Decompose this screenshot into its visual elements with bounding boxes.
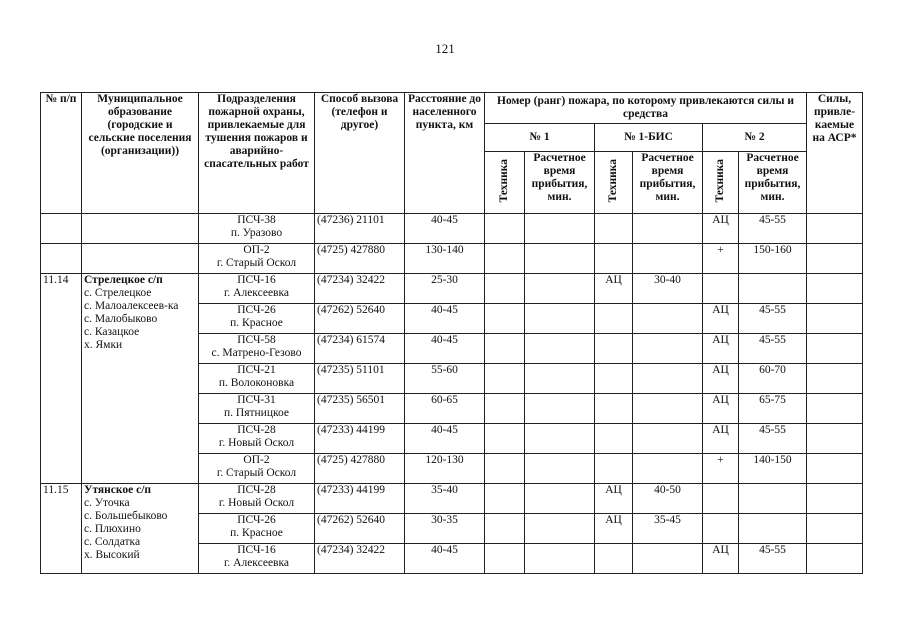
rank1-tech-cell — [485, 484, 525, 514]
header-units: Подразделения пожарной охраны, привлекаемые для тушения пожаров и аварийно-спасательных работ — [199, 93, 315, 214]
header-rank-1bis: № 1-БИС — [595, 124, 703, 152]
rank2-tech-cell — [703, 514, 739, 544]
rank1-tech-cell — [485, 364, 525, 394]
distance-cell: 40-45 — [405, 544, 485, 574]
header-tech-1bis-label: Техника — [607, 158, 619, 203]
municipality-cell — [82, 214, 199, 244]
group-number-cell: 11.15 — [41, 484, 82, 574]
rank2-time-cell — [739, 514, 807, 544]
unit-cell — [199, 424, 315, 454]
rank1-time-cell — [525, 514, 595, 544]
unit-name: ПСЧ-26 — [237, 514, 276, 526]
header-tech-2 — [703, 152, 739, 214]
rank1-tech-cell — [485, 214, 525, 244]
settlement-name: х. Высокий — [84, 549, 140, 561]
rank2-time-cell: 45-55 — [739, 214, 807, 244]
rank1bis-tech-cell: АЦ — [595, 274, 633, 304]
rank2-tech-cell — [703, 484, 739, 514]
unit-name: ПСЧ-31 — [237, 394, 276, 406]
rank1bis-time-cell — [633, 364, 703, 394]
rank1bis-tech-cell: АЦ — [595, 514, 633, 544]
distance-cell: 60-65 — [405, 394, 485, 424]
asr-cell — [807, 454, 863, 484]
phone-cell: (47235) 56501 — [315, 394, 405, 424]
table-row — [41, 484, 863, 514]
asr-cell — [807, 274, 863, 304]
unit-place: п. Пятницкое — [224, 407, 289, 419]
rank1-time-cell — [525, 214, 595, 244]
unit-cell — [199, 244, 315, 274]
rank2-time-cell: 45-55 — [739, 544, 807, 574]
header-time-2: Расчетное время прибытия, мин. — [739, 152, 807, 214]
header-time-1bis: Расчетное время прибытия, мин. — [633, 152, 703, 214]
header-tech-1 — [485, 152, 525, 214]
settlement-name: х. Ямки — [84, 339, 123, 351]
fire-forces-table — [40, 92, 863, 574]
rank1-time-cell — [525, 334, 595, 364]
header-rank-group: Номер (ранг) пожара, по которому привлекаются силы и средства — [485, 93, 807, 124]
unit-cell — [199, 544, 315, 574]
rank1-time-cell — [525, 544, 595, 574]
phone-cell: (47234) 61574 — [315, 334, 405, 364]
num-cell — [41, 214, 82, 244]
rank2-tech-cell — [703, 274, 739, 304]
rank1-time-cell — [525, 394, 595, 424]
rank1bis-tech-cell — [595, 364, 633, 394]
rank1bis-tech-cell: АЦ — [595, 484, 633, 514]
header-municipality: Муниципальное образование (городские и сельские поселения (организации)) — [82, 93, 199, 214]
rank1bis-tech-cell — [595, 304, 633, 334]
settlement-name: с. Стрелецкое — [84, 287, 152, 299]
rank1-tech-cell — [485, 304, 525, 334]
phone-cell: (47234) 32422 — [315, 274, 405, 304]
rank1-time-cell — [525, 364, 595, 394]
rank2-tech-cell: АЦ — [703, 214, 739, 244]
unit-cell — [199, 334, 315, 364]
settlement-name: с. Плюхино — [84, 523, 141, 535]
distance-cell: 55-60 — [405, 364, 485, 394]
municipality-name: Утянское с/п — [84, 484, 152, 496]
group-number-cell: 11.14 — [41, 274, 82, 484]
asr-cell — [807, 484, 863, 514]
asr-cell — [807, 514, 863, 544]
rank1-tech-cell — [485, 424, 525, 454]
rank1bis-time-cell — [633, 244, 703, 274]
unit-cell — [199, 394, 315, 424]
rank1bis-time-cell — [633, 214, 703, 244]
unit-name: ПСЧ-38 — [237, 214, 276, 226]
unit-name: ПСЧ-28 — [237, 484, 276, 496]
table-row — [41, 214, 863, 244]
unit-name: ПСЧ-16 — [237, 274, 276, 286]
unit-place: г. Старый Оскол — [216, 467, 297, 479]
rank1bis-tech-cell — [595, 454, 633, 484]
distance-cell: 40-45 — [405, 304, 485, 334]
municipality-name: Стрелецкое с/п — [84, 274, 163, 286]
rank2-tech-cell: АЦ — [703, 424, 739, 454]
unit-cell — [199, 454, 315, 484]
header-time-1: Расчетное время прибытия, мин. — [525, 152, 595, 214]
settlement-name: с. Малобыково — [84, 313, 158, 325]
rank1bis-time-cell — [633, 544, 703, 574]
settlement-name: с. Солдатка — [84, 536, 141, 548]
header-num: № п/п — [41, 93, 82, 214]
rank1-time-cell — [525, 244, 595, 274]
rank1bis-time-cell — [633, 304, 703, 334]
unit-place: п. Красное — [230, 317, 283, 329]
rank2-time-cell: 45-55 — [739, 304, 807, 334]
asr-cell — [807, 334, 863, 364]
settlement-name: с. Казацкое — [84, 326, 140, 338]
phone-cell: (47234) 32422 — [315, 544, 405, 574]
unit-cell — [199, 304, 315, 334]
rank1-time-cell — [525, 484, 595, 514]
rank1-time-cell — [525, 424, 595, 454]
unit-name: ПСЧ-16 — [237, 544, 276, 556]
unit-place: с. Матрено-Гезово — [211, 347, 302, 359]
asr-cell — [807, 424, 863, 454]
rank1-tech-cell — [485, 274, 525, 304]
rank1-tech-cell — [485, 394, 525, 424]
distance-cell: 40-45 — [405, 214, 485, 244]
asr-cell — [807, 244, 863, 274]
distance-cell: 30-35 — [405, 514, 485, 544]
header-rank-1: № 1 — [485, 124, 595, 152]
phone-cell: (47233) 44199 — [315, 424, 405, 454]
rank2-tech-cell: АЦ — [703, 394, 739, 424]
municipality-cell — [82, 244, 199, 274]
header-tech-1-label: Техника — [498, 158, 510, 203]
rank1-time-cell — [525, 454, 595, 484]
rank1bis-time-cell — [633, 424, 703, 454]
unit-place: г. Новый Оскол — [218, 497, 295, 509]
asr-cell — [807, 304, 863, 334]
unit-name: ПСЧ-26 — [237, 304, 276, 316]
rank1-time-cell — [525, 304, 595, 334]
rank2-tech-cell: + — [703, 244, 739, 274]
distance-cell: 25-30 — [405, 274, 485, 304]
asr-cell — [807, 544, 863, 574]
table-row — [41, 274, 863, 304]
rank2-tech-cell: АЦ — [703, 364, 739, 394]
distance-cell: 130-140 — [405, 244, 485, 274]
rank1-tech-cell — [485, 244, 525, 274]
phone-cell: (47262) 52640 — [315, 514, 405, 544]
distance-cell: 35-40 — [405, 484, 485, 514]
phone-cell: (47262) 52640 — [315, 304, 405, 334]
phone-cell: (47233) 44199 — [315, 484, 405, 514]
rank2-tech-cell: АЦ — [703, 304, 739, 334]
rank2-tech-cell: + — [703, 454, 739, 484]
municipality-cell — [82, 484, 199, 574]
unit-name: ПСЧ-58 — [237, 334, 276, 346]
unit-place: п. Уразово — [230, 227, 283, 239]
table-body — [41, 214, 863, 574]
header-call-method: Способ вызова (телефон и другое) — [315, 93, 405, 214]
phone-cell: (4725) 427880 — [315, 454, 405, 484]
unit-place: п. Волоконовка — [218, 377, 295, 389]
asr-cell — [807, 394, 863, 424]
unit-name: ПСЧ-28 — [237, 424, 276, 436]
rank1bis-tech-cell — [595, 244, 633, 274]
rank1-time-cell — [525, 274, 595, 304]
rank2-time-cell: 45-55 — [739, 424, 807, 454]
rank1bis-time-cell: 30-40 — [633, 274, 703, 304]
distance-cell: 40-45 — [405, 334, 485, 364]
page-number: 121 — [435, 41, 455, 56]
asr-cell — [807, 214, 863, 244]
header-tech-1bis — [595, 152, 633, 214]
unit-cell — [199, 514, 315, 544]
unit-place: г. Алексеевка — [223, 557, 290, 569]
unit-cell — [199, 364, 315, 394]
distance-cell: 120-130 — [405, 454, 485, 484]
rank2-time-cell: 65-75 — [739, 394, 807, 424]
rank2-time-cell: 60-70 — [739, 364, 807, 394]
rank2-time-cell: 150-160 — [739, 244, 807, 274]
rank2-tech-cell: АЦ — [703, 544, 739, 574]
unit-place: г. Старый Оскол — [216, 257, 297, 269]
rank1bis-time-cell — [633, 394, 703, 424]
unit-place: п. Красное — [230, 527, 283, 539]
rank2-tech-cell: АЦ — [703, 334, 739, 364]
rank1bis-time-cell: 35-45 — [633, 514, 703, 544]
rank1bis-tech-cell — [595, 394, 633, 424]
rank1bis-time-cell — [633, 454, 703, 484]
unit-place: г. Новый Оскол — [218, 437, 295, 449]
settlement-name: с. Малоалексеев-ка — [84, 300, 179, 312]
header-asr: Силы, привле-каемые на АСР* — [807, 93, 863, 214]
unit-name: ОП-2 — [243, 454, 270, 466]
rank1bis-tech-cell — [595, 334, 633, 364]
table-row — [41, 244, 863, 274]
rank2-time-cell: 140-150 — [739, 454, 807, 484]
header-tech-2-label: Техника — [714, 158, 726, 203]
rank1bis-tech-cell — [595, 214, 633, 244]
unit-name: ОП-2 — [243, 244, 270, 256]
municipality-cell — [82, 274, 199, 484]
rank2-time-cell: 45-55 — [739, 334, 807, 364]
rank1bis-tech-cell — [595, 424, 633, 454]
rank2-time-cell — [739, 484, 807, 514]
phone-cell: (4725) 427880 — [315, 244, 405, 274]
rank1bis-tech-cell — [595, 544, 633, 574]
phone-cell: (47236) 21101 — [315, 214, 405, 244]
unit-cell — [199, 214, 315, 244]
settlement-name: с. Большебыково — [84, 510, 168, 522]
rank1bis-time-cell — [633, 334, 703, 364]
num-cell — [41, 244, 82, 274]
rank1bis-time-cell: 40-50 — [633, 484, 703, 514]
header-distance: Расстояние до населенного пункта, км — [405, 93, 485, 214]
rank1-tech-cell — [485, 544, 525, 574]
rank1-tech-cell — [485, 454, 525, 484]
settlement-name: с. Уточка — [84, 497, 130, 509]
phone-cell: (47235) 51101 — [315, 364, 405, 394]
unit-place: г. Алексеевка — [223, 287, 290, 299]
unit-cell — [199, 274, 315, 304]
rank1-tech-cell — [485, 334, 525, 364]
unit-cell — [199, 484, 315, 514]
rank1-tech-cell — [485, 514, 525, 544]
header-rank-2: № 2 — [703, 124, 807, 152]
asr-cell — [807, 364, 863, 394]
unit-name: ПСЧ-21 — [237, 364, 276, 376]
rank2-time-cell — [739, 274, 807, 304]
distance-cell: 40-45 — [405, 424, 485, 454]
